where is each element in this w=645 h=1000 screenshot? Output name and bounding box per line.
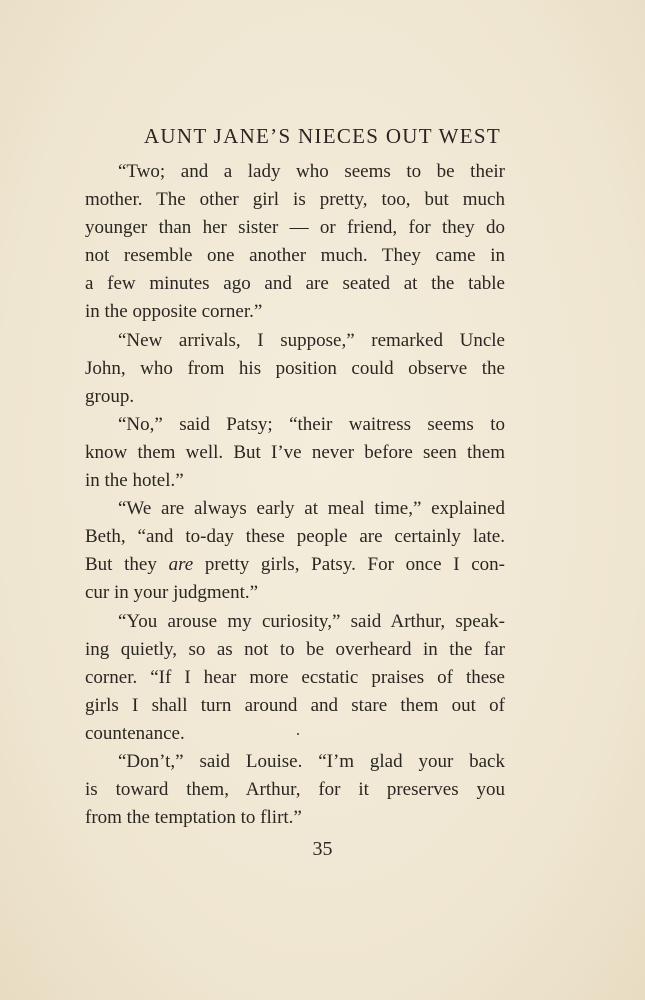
text-line-with-italic — [85, 551, 505, 579]
text-line: in the hotel.” — [85, 470, 184, 492]
text-line: cur in your judgment.” — [85, 582, 259, 604]
ink-speck — [297, 733, 299, 735]
text-line: in the opposite corner.” — [85, 301, 263, 323]
text-line: from the temptation to flirt.” — [85, 807, 302, 829]
text-run: But they — [85, 554, 169, 576]
text-line: group. — [85, 385, 135, 407]
text-line: “You arouse my curiosity,” said Arthur, speak- — [118, 610, 505, 632]
text-line: John, who from his position could observe the — [85, 357, 505, 379]
text-line: “Two; and a lady who seems to be their — [118, 161, 505, 182]
text-line: know them well. But I’ve never before seen them — [85, 441, 505, 463]
text-line: countenance. — [85, 722, 185, 744]
text-line: younger than her sister — or friend, for they do — [85, 217, 505, 239]
body-text — [85, 158, 505, 832]
text-line: “New arrivals, I suppose,” remarked Uncle — [118, 329, 505, 351]
text-line: “We are always early at meal time,” explained — [118, 498, 505, 520]
text-line: ing quietly, so as not to be overheard in the far — [85, 638, 505, 660]
text-line: Beth, “and to-day these people are certainly late. — [85, 526, 505, 548]
text-line: is toward them, Arthur, for it preserves you — [85, 779, 505, 801]
italic-emphasis: are — [168, 554, 194, 576]
running-title: AUNT JANE’S NIECES OUT WEST — [143, 124, 502, 148]
text-line: not resemble one another much. They came in — [85, 245, 505, 267]
text-line: “No,” said Patsy; “their waitress seems to — [118, 413, 505, 435]
text-line: mother. The other girl is pretty, too, but much — [85, 189, 505, 211]
page-number: 35 — [312, 838, 333, 860]
text-line: “Don’t,” said Louise. “I’m glad your back — [118, 750, 505, 772]
text-line: corner. “If I hear more ecstatic praises of these — [85, 666, 505, 688]
text-run: pretty girls, Patsy. For once I con- — [193, 554, 505, 576]
text-line: girls I shall turn around and stare them out of — [85, 694, 505, 716]
text-line: a few minutes ago and are seated at the table — [85, 273, 505, 295]
